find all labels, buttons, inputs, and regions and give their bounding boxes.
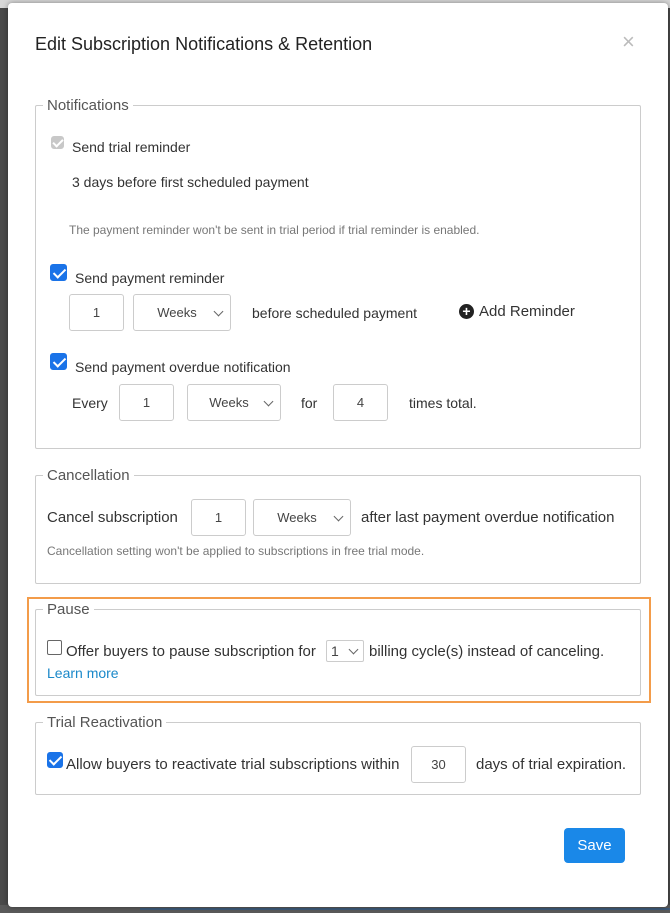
overdue-unit-value: Weeks	[209, 395, 249, 410]
cancel-subscription-label: Cancel subscription	[47, 509, 178, 526]
trial-reactivation-section	[35, 714, 641, 795]
trial-reactivation-label: Allow buyers to reactivate trial subscriptions within	[66, 756, 400, 773]
trial-reminder-note: The payment reminder won't be sent in trial period if trial reminder is enabled.	[69, 223, 480, 237]
close-icon[interactable]: ×	[622, 29, 635, 54]
cancellation-unit-value: Weeks	[277, 510, 317, 525]
trial-reminder-checkbox[interactable]	[51, 136, 64, 149]
cancellation-count-input[interactable]: 1	[191, 499, 246, 536]
pause-cycles-value: 1	[331, 643, 339, 659]
overdue-notification-checkbox[interactable]	[50, 353, 67, 370]
trial-reactivation-checkbox[interactable]	[47, 752, 63, 768]
cancellation-suffix: after last payment overdue notification	[361, 509, 615, 526]
cancellation-unit-select[interactable]	[253, 499, 351, 536]
add-reminder-button[interactable]	[459, 303, 575, 320]
background-divider	[140, 908, 670, 910]
pause-legend: Pause	[47, 601, 90, 618]
payment-reminder-unit-value: Weeks	[157, 305, 197, 320]
modal-title: Edit Subscription Notifications & Retention	[35, 34, 373, 54]
overdue-notification-label: Send payment overdue notification	[75, 359, 291, 375]
cancellation-legend: Cancellation	[47, 467, 130, 484]
add-reminder-label: Add Reminder	[479, 303, 575, 320]
payment-reminder-count-input[interactable]: 1	[69, 294, 124, 331]
payment-reminder-unit-select[interactable]	[133, 294, 231, 331]
trial-reactivation-suffix: days of trial expiration.	[476, 756, 627, 773]
trial-reminder-label: Send trial reminder	[72, 139, 191, 155]
trial-reactivation-days-input[interactable]: 30	[411, 746, 466, 783]
learn-more-link[interactable]: Learn more	[47, 665, 119, 681]
overdue-unit-select[interactable]	[187, 384, 281, 421]
pause-cycles-select[interactable]	[326, 640, 364, 662]
pause-checkbox[interactable]	[47, 640, 62, 655]
edit-subscription-modal	[8, 3, 668, 907]
cancellation-note: Cancellation setting won't be applied to subscriptions in free trial mode.	[47, 544, 425, 558]
pause-label: Offer buyers to pause subscription for	[66, 643, 316, 660]
overdue-times-suffix: times total.	[409, 395, 477, 411]
pause-suffix: billing cycle(s) instead of canceling.	[369, 643, 605, 660]
payment-reminder-checkbox[interactable]	[50, 264, 67, 281]
payment-reminder-suffix: before scheduled payment	[252, 305, 417, 321]
payment-reminder-label: Send payment reminder	[75, 270, 225, 286]
trial-reactivation-legend: Trial Reactivation	[47, 714, 163, 731]
overdue-count-input[interactable]: 1	[119, 384, 174, 421]
overdue-for-label: for	[301, 395, 318, 411]
trial-reminder-detail: 3 days before first scheduled payment	[72, 174, 309, 190]
plus-circle-icon: +	[459, 304, 474, 319]
overdue-every-label: Every	[72, 395, 108, 411]
notifications-legend: Notifications	[47, 97, 129, 114]
save-button[interactable]: Save	[564, 828, 625, 863]
overdue-times-input[interactable]: 4	[333, 384, 388, 421]
